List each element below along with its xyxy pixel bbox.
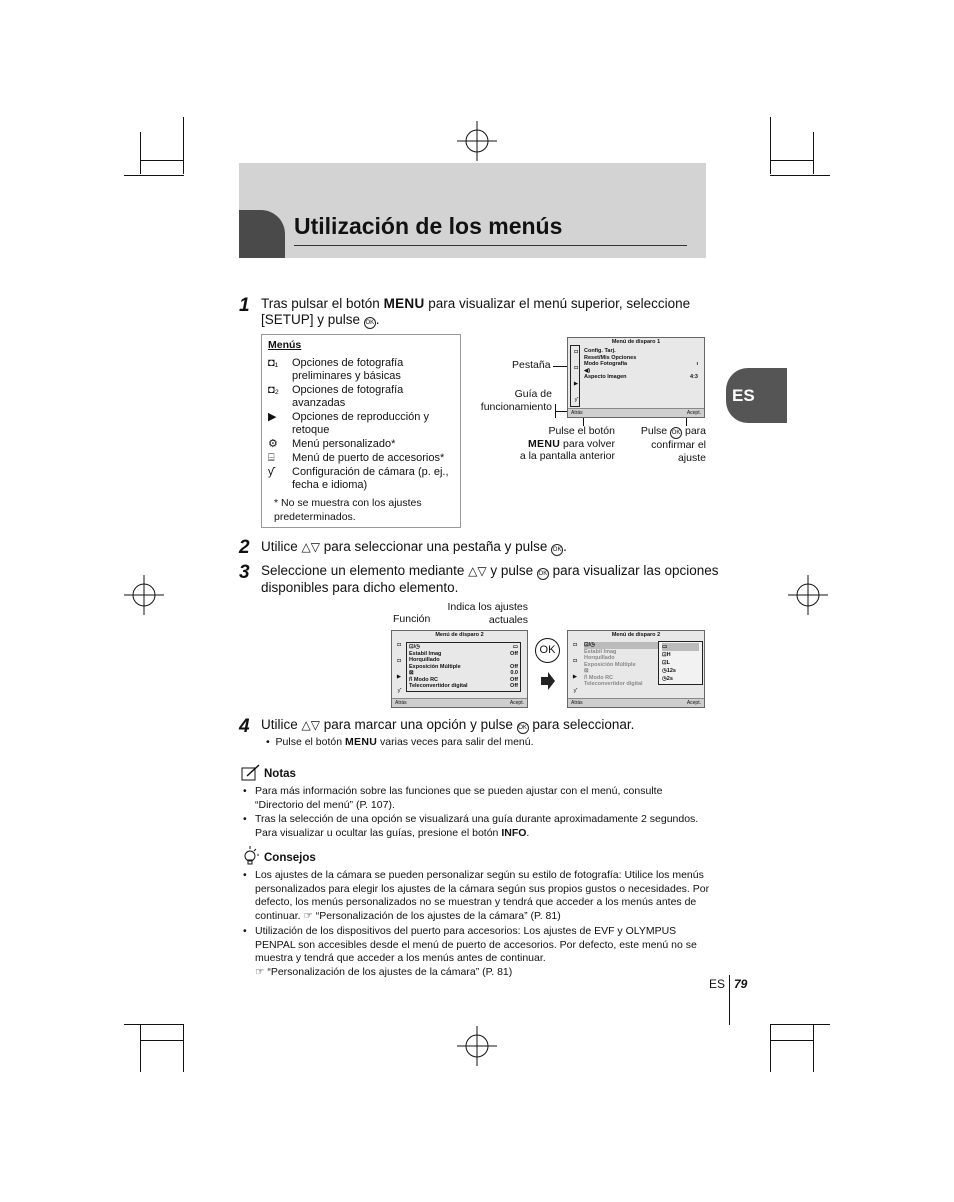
options-popup: [658, 641, 703, 685]
step-text: .: [563, 539, 567, 554]
crop-mark: [813, 132, 814, 174]
list-item-text: Los ajustes de la cámara se pueden personalizar según su estilo de fotografía: Utilice los menús personalizados para elegir los ajustes de la cámara según sus propios gustos o necesidades. Por defecto, los menús personalizados no se muestran y tendrá que acceder a los menús antes de continuar. ☞ “Personalización de los ajustes de la cámara” (P. 81): [255, 869, 710, 922]
option-item: ⊡L: [662, 660, 670, 666]
page-title: Utilización de los menús: [294, 213, 563, 239]
list-item-label: Menú de puerto de accesorios*: [292, 452, 445, 464]
title-rule: [294, 245, 687, 246]
screen-tabs: [570, 345, 580, 407]
camera-1-icon: ◘₁: [268, 357, 279, 369]
footer-language: ES: [709, 977, 726, 991]
screen-header: Menú de disparo 2: [435, 632, 484, 638]
camera-2-icon: ◘: [397, 658, 401, 664]
bullet-mark: •: [243, 785, 247, 797]
callout-text: [630, 425, 706, 439]
setup-wrench-icon: ƴ: [397, 688, 401, 694]
playback-icon: ▶: [268, 411, 277, 423]
playback-icon: ▶: [396, 674, 402, 680]
screen-items: [406, 642, 521, 692]
screen-item-value: Off: [510, 683, 518, 689]
screen-item-label: ⊠: [584, 668, 589, 674]
notes-heading: Notas: [264, 768, 296, 780]
screen-item-label: Teleconvertidor digital: [584, 681, 643, 687]
callout-text: confirmar el: [651, 439, 706, 451]
up-down-arrows-icon: △▽: [301, 718, 320, 732]
list-item-text: Para más información sobre las funciones que se pueden ajustar con el menú, consulte “Directorio del menú” (P. 107).: [255, 785, 663, 811]
crop-mark: [183, 117, 184, 174]
step-number: 4: [239, 716, 250, 737]
ok-icon: OK: [517, 722, 529, 734]
crop-mark: [140, 160, 184, 161]
list-item-text: [255, 925, 713, 979]
accept-guide: Acept.: [686, 700, 701, 706]
accessory-port-icon: ⌸: [268, 452, 275, 464]
step-number: 2: [239, 537, 250, 558]
list-item: [268, 357, 454, 383]
screen-footer: [568, 698, 704, 707]
setup-wrench-icon: ƴ: [574, 397, 578, 403]
screen-item-label: Estabil Imag: [409, 650, 442, 657]
page-number: 79: [734, 977, 748, 991]
screen-item-label: Estabil Imag: [584, 648, 617, 655]
screen-item-value: ▭: [512, 644, 518, 650]
subnote-text: varias veces para salir del menú.: [377, 736, 534, 748]
callout-text: [508, 438, 615, 451]
callout-text: Pulse el botón: [548, 425, 615, 437]
menu-button-word: MENU: [344, 736, 378, 748]
step-text: Tras pulsar el botón: [261, 296, 384, 311]
callout-text: actuales: [488, 613, 528, 626]
crop-mark: [770, 1040, 814, 1041]
bullet-mark: •: [243, 925, 247, 937]
setup-wrench-icon: ƴ: [268, 466, 274, 478]
back-guide: Atrás: [571, 700, 583, 706]
ok-icon: OK: [537, 568, 549, 580]
crop-mark: [770, 160, 814, 161]
screen-item-label: Reset/Mis Opciones: [584, 354, 637, 361]
step-text: Utilice: [261, 717, 302, 732]
crop-mark: [183, 1024, 184, 1072]
ok-icon: OK: [364, 317, 376, 329]
step-text: para visualizar el menú superior, seleccione [SETUP] y pulse: [261, 296, 691, 327]
tab-callout-label: Pestaña: [512, 359, 551, 371]
screen-item-label: ⊡/◷: [584, 642, 595, 648]
screen-item-value: 4:3: [690, 374, 698, 380]
callout-text: ajuste: [677, 451, 706, 464]
screen-item-label: ◀): [584, 367, 591, 374]
step-text: Seleccione un elemento mediante: [261, 563, 469, 578]
menu-button-word: MENU: [383, 296, 425, 311]
screen-item-label: Exposición Múltiple: [409, 663, 461, 670]
crop-mark: [140, 1024, 141, 1072]
crop-mark: [770, 117, 771, 174]
tips-heading: Consejos: [264, 852, 316, 864]
camera-screen-2: [391, 630, 528, 708]
screen-item-value: Off: [510, 650, 518, 657]
crop-mark: [813, 1024, 814, 1072]
camera-1-icon: ◘: [574, 349, 578, 355]
arrow-right-icon: [541, 672, 555, 690]
step-text: Utilice: [261, 539, 302, 554]
callout-text: Indica los ajustes: [447, 601, 528, 613]
menus-footnote: * No se muestra con los ajustes predeterminados.: [274, 497, 422, 523]
screen-item-label: ꟗ Modo RC: [584, 674, 614, 681]
camera-2-icon: ◘: [574, 365, 578, 371]
option-item: ▭: [662, 643, 699, 651]
step-text: para seleccionar.: [528, 717, 635, 732]
custom-menu-icon: ⚙: [268, 438, 278, 450]
step-text: para seleccionar una pestaña y pulse: [319, 539, 552, 554]
step-text: y pulse: [486, 563, 537, 578]
bullet-mark: •: [243, 869, 247, 881]
screen-item-label: Horquillado: [584, 655, 615, 661]
title-banner: [239, 163, 706, 258]
camera-1-icon: ◘: [397, 642, 401, 648]
info-button-word: INFO: [501, 826, 527, 839]
screen-item-value: 0.0: [510, 670, 518, 676]
crop-mark: [770, 175, 830, 176]
up-down-arrows-icon: △▽: [468, 564, 487, 578]
camera-screen-1: [567, 337, 705, 418]
registration-mark: [124, 575, 164, 615]
list-item-text: Utilización de los dispositivos del puerto para accesorios: Los ajustes de EVF y OLYMPUS PENPAL son accesibles desde el menú de puerto de accesorios. Por defecto, este menú no se muestra y tendrá que acceder a los menús antes de continuar.: [255, 925, 697, 964]
screen-item-label: ꟗ Modo RC: [409, 676, 439, 683]
list-item-text: [255, 813, 713, 840]
step-number: 3: [239, 562, 250, 583]
option-item: ◷2s: [662, 676, 673, 682]
list-item-label: Opciones de reproducción y retoque: [292, 411, 429, 436]
list-item-text: .: [526, 826, 530, 839]
screen-items: [584, 348, 698, 381]
callout-text: para: [682, 425, 706, 437]
callout-text: para volver: [560, 437, 615, 450]
guide-callout-label: Guía de funcionamiento: [480, 388, 552, 413]
screen-item-value: ı: [696, 361, 698, 367]
screen-header: Menú de disparo 2: [611, 632, 661, 638]
list-item: [268, 466, 454, 492]
crop-mark: [124, 175, 184, 176]
banner-tab: [239, 210, 285, 258]
list-item: [268, 438, 454, 451]
playback-icon: ▶: [573, 381, 579, 387]
list-item: [268, 411, 454, 437]
ok-callout-label: [630, 425, 706, 464]
registration-mark: [788, 575, 828, 615]
step-number: 1: [239, 295, 250, 316]
step3-text: [261, 563, 721, 596]
accept-guide: Acept.: [509, 700, 524, 706]
menu-button-word: MENU: [528, 437, 561, 450]
menus-legend-box: [261, 334, 461, 528]
screen-item-value: Off: [510, 676, 518, 683]
screen-item-label: Aspecto Imagen: [584, 374, 627, 380]
back-guide: Atrás: [395, 700, 407, 706]
up-down-arrows-icon: △▽: [301, 540, 320, 554]
screen-item-label: Modo Fotografía: [584, 361, 628, 367]
callout-text: Pulse: [640, 425, 671, 437]
ok-icon: OK: [551, 544, 563, 556]
screen-item-value: Off: [510, 663, 518, 670]
list-item: [243, 925, 713, 979]
step-text: para marcar una opción y pulse: [319, 717, 517, 732]
registration-mark: [457, 121, 497, 161]
setup-wrench-icon: ƴ: [573, 688, 577, 694]
callout-text: a la pantalla anterior: [519, 450, 615, 462]
back-guide: Atrás: [571, 410, 583, 416]
list-item-text: Tras la selección de una opción se visualizará una guía durante aproximadamente 2 segundos. Para visualizar u ocultar las guías, presione el botón: [255, 813, 699, 839]
screen-item-label: ⊠: [409, 670, 414, 676]
screen-footer: [392, 698, 527, 707]
list-item-label: Opciones de fotografía avanzadas: [292, 384, 404, 409]
list-item-label: Configuración de cámara (p. ej., fecha e idioma): [292, 466, 449, 491]
screen-item-label: Config. Tarj.: [584, 348, 616, 354]
screen-footer: [568, 408, 704, 417]
current-settings-callout-label: [440, 601, 528, 626]
screen-item-label: Teleconvertidor digital: [409, 683, 468, 689]
option-item: ◷12s: [662, 668, 676, 674]
accept-guide: Acept.: [686, 410, 701, 416]
list-item-text: ☞ “Personalización de los ajustes de la cámara” (P. 81): [255, 965, 513, 978]
screen-item-label: Exposición Múltiple: [584, 661, 636, 668]
step-text: .: [375, 312, 380, 327]
screen-item: [409, 683, 518, 690]
back-callout-label: [508, 425, 615, 463]
list-item-label: Menú personalizado*: [292, 438, 396, 450]
tips-lightbulb-icon: [241, 845, 261, 865]
registration-mark: [457, 1026, 497, 1066]
footer-divider: [729, 975, 730, 1025]
function-callout-label: Función: [393, 613, 431, 625]
screen-item-label: ⊡/◷: [409, 644, 420, 650]
callout-line: [553, 366, 567, 367]
subnote-text: Pulse el botón: [275, 736, 345, 748]
callout-line: [555, 411, 567, 412]
list-item: [268, 384, 454, 410]
notes-pencil-icon: [241, 764, 261, 781]
option-item: ⊡H: [662, 652, 671, 658]
screen-tabs: [570, 638, 580, 697]
step4-text: [261, 717, 721, 734]
screen-header: Menú de disparo 1: [611, 339, 661, 345]
language-tab: ES: [726, 368, 787, 423]
crop-mark: [770, 1024, 771, 1072]
camera-screen-3: [567, 630, 705, 708]
list-item-label: Opciones de fotografía preliminares y básicas: [292, 357, 404, 382]
ok-button-icon: OK: [535, 638, 560, 663]
crop-mark: [124, 1024, 184, 1025]
camera-1-icon: ◘: [573, 642, 577, 648]
screen-item: [584, 374, 698, 381]
screen-tabs: [394, 638, 404, 697]
camera-2-icon: ◘₂: [268, 384, 279, 396]
step-text: para visualizar las opciones disponibles para dicho elemento.: [261, 563, 719, 595]
step4-subnote: • Pulse el botón MENU varias veces para salir del menú.: [266, 736, 534, 748]
crop-mark: [140, 1040, 184, 1041]
list-item: [268, 452, 454, 465]
playback-icon: ▶: [572, 674, 578, 680]
menus-heading: Menús: [268, 339, 302, 351]
list-item: [243, 785, 713, 812]
list-item: [243, 813, 713, 840]
list-item: [243, 869, 713, 923]
screen-item-label: Horquillado: [409, 657, 440, 663]
camera-2-icon: ◘: [573, 658, 577, 664]
step2-text: [261, 539, 721, 556]
ok-icon: OK: [670, 427, 682, 439]
crop-mark: [140, 132, 141, 174]
crop-mark: [770, 1024, 830, 1025]
bullet-mark: •: [243, 813, 247, 825]
step1-text: [261, 296, 721, 329]
